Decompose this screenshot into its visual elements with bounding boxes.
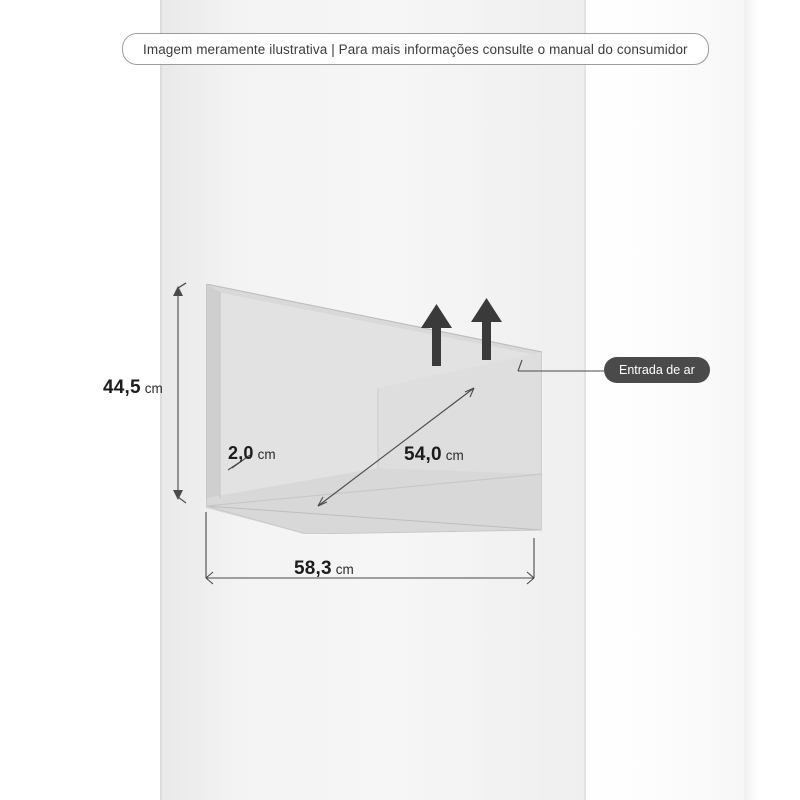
dimension-height — [103, 377, 163, 399]
dimension-thickness — [228, 443, 276, 464]
illustrative-note — [122, 33, 709, 65]
dimension-height-value: 44,5 — [103, 377, 141, 398]
dimension-width-unit: cm — [335, 562, 354, 577]
dimension-width — [294, 558, 354, 580]
dimension-depth-unit: cm — [445, 448, 464, 463]
dimension-thickness-value: 2,0 — [228, 443, 254, 463]
dimension-depth-value: 54,0 — [404, 444, 442, 465]
air-inlet-callout-label: Entrada de ar — [619, 363, 695, 377]
cabinet-left-edge — [160, 0, 162, 800]
dimension-width-value: 58,3 — [294, 558, 332, 579]
dimension-height-unit: cm — [144, 381, 163, 396]
dimension-depth — [404, 444, 464, 466]
dimension-thickness-unit: cm — [257, 447, 276, 462]
illustrative-note-text: Imagem meramente ilustrativa | Para mais informações consulte o manual do consumidor — [143, 41, 688, 57]
air-inlet-callout — [604, 357, 710, 383]
cabinet-side-panel — [584, 0, 744, 800]
cabinet-right-shadow — [744, 0, 758, 800]
cabinet-side-edge — [584, 0, 586, 800]
niche-recess — [206, 284, 542, 534]
